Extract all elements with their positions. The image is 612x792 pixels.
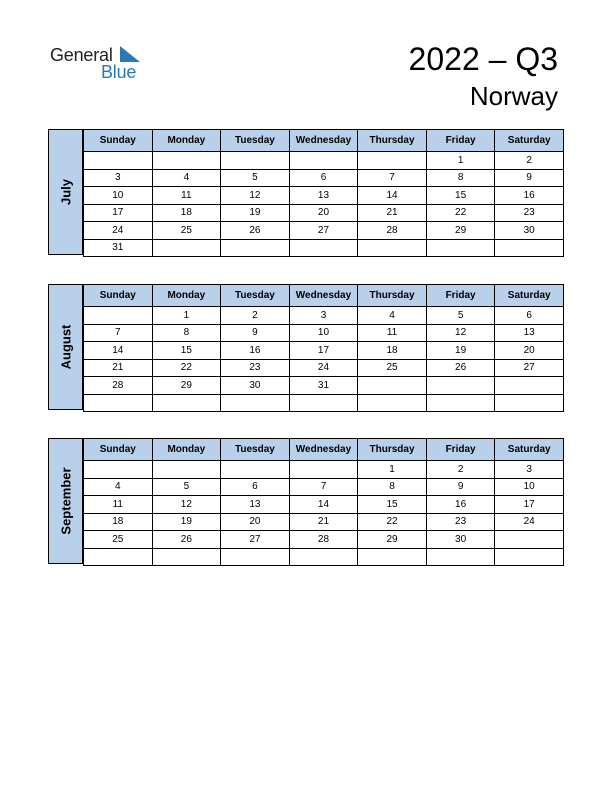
- weekday-header: Tuesday: [221, 285, 290, 307]
- day-cell: 1: [152, 307, 221, 325]
- weekday-header: Wednesday: [289, 439, 358, 461]
- day-cell: 2: [495, 152, 564, 170]
- day-cell: 9: [426, 478, 495, 496]
- day-cell: 6: [221, 478, 290, 496]
- month-label: July: [58, 178, 73, 206]
- weekday-header: Tuesday: [221, 439, 290, 461]
- day-cell: [84, 461, 153, 479]
- day-cell: 24: [289, 359, 358, 377]
- day-cell: 21: [289, 513, 358, 531]
- day-cell: 12: [152, 496, 221, 514]
- weekday-header: Sunday: [84, 130, 153, 152]
- day-cell: [495, 394, 564, 412]
- day-cell: [221, 548, 290, 566]
- day-cell: 18: [358, 342, 427, 360]
- day-cell: [426, 548, 495, 566]
- week-row: [84, 548, 564, 566]
- month-label: September: [58, 467, 73, 535]
- day-cell: 28: [84, 377, 153, 395]
- week-row: [84, 307, 564, 325]
- day-cell: [289, 548, 358, 566]
- day-cell: 28: [358, 222, 427, 240]
- day-cell: 15: [426, 187, 495, 205]
- day-cell: 15: [358, 496, 427, 514]
- day-cell: 7: [289, 478, 358, 496]
- day-cell: 5: [426, 307, 495, 325]
- day-cell: 8: [152, 324, 221, 342]
- day-cell: 30: [426, 531, 495, 549]
- day-cell: [152, 152, 221, 170]
- weekday-header: Thursday: [358, 130, 427, 152]
- day-cell: 14: [84, 342, 153, 360]
- logo-blue-text: Blue: [101, 62, 137, 82]
- week-row: [84, 359, 564, 377]
- week-row: [84, 377, 564, 395]
- day-cell: 3: [495, 461, 564, 479]
- weekday-header: Saturday: [495, 130, 564, 152]
- weekday-header: Tuesday: [221, 130, 290, 152]
- day-cell: 25: [84, 531, 153, 549]
- weekday-header: Monday: [152, 439, 221, 461]
- day-cell: 13: [221, 496, 290, 514]
- weekday-header: Monday: [152, 285, 221, 307]
- day-cell: 12: [426, 324, 495, 342]
- week-row: [84, 324, 564, 342]
- page-title: 2022 – Q3: [408, 41, 558, 77]
- day-cell: 16: [221, 342, 290, 360]
- day-cell: 9: [221, 324, 290, 342]
- day-cell: [221, 152, 290, 170]
- month-label: August: [58, 324, 73, 370]
- day-cell: 9: [495, 169, 564, 187]
- day-cell: 12: [221, 187, 290, 205]
- weekday-header: Thursday: [358, 285, 427, 307]
- weekday-header-row: [84, 439, 564, 461]
- day-cell: 16: [495, 187, 564, 205]
- day-cell: [152, 461, 221, 479]
- day-cell: [358, 548, 427, 566]
- day-cell: 6: [495, 307, 564, 325]
- day-cell: [358, 152, 427, 170]
- day-cell: 10: [289, 324, 358, 342]
- day-cell: 11: [358, 324, 427, 342]
- day-cell: [152, 394, 221, 412]
- calendar-table: [83, 129, 564, 257]
- week-row: [84, 204, 564, 222]
- weekday-header: Friday: [426, 285, 495, 307]
- day-cell: 7: [358, 169, 427, 187]
- day-cell: 13: [495, 324, 564, 342]
- day-cell: 1: [426, 152, 495, 170]
- page-subtitle: Norway: [469, 81, 558, 111]
- day-cell: 26: [426, 359, 495, 377]
- day-cell: 20: [221, 513, 290, 531]
- day-cell: [358, 394, 427, 412]
- weekday-header: Saturday: [495, 285, 564, 307]
- day-cell: 1: [358, 461, 427, 479]
- day-cell: 14: [358, 187, 427, 205]
- day-cell: [221, 239, 290, 257]
- day-cell: 27: [289, 222, 358, 240]
- day-cell: 17: [289, 342, 358, 360]
- day-cell: [358, 239, 427, 257]
- day-cell: 20: [495, 342, 564, 360]
- day-cell: [426, 239, 495, 257]
- day-cell: 6: [289, 169, 358, 187]
- day-cell: [289, 152, 358, 170]
- day-cell: [495, 239, 564, 257]
- day-cell: 19: [152, 513, 221, 531]
- day-cell: [221, 461, 290, 479]
- day-cell: 26: [221, 222, 290, 240]
- weekday-header: Friday: [426, 439, 495, 461]
- weekday-header: Monday: [152, 130, 221, 152]
- day-cell: 16: [426, 496, 495, 514]
- day-cell: [289, 239, 358, 257]
- week-row: [84, 152, 564, 170]
- week-row: [84, 513, 564, 531]
- day-cell: 5: [221, 169, 290, 187]
- day-cell: 2: [426, 461, 495, 479]
- weekday-header-row: [84, 130, 564, 152]
- weekday-header: Friday: [426, 130, 495, 152]
- day-cell: [426, 377, 495, 395]
- day-cell: 10: [84, 187, 153, 205]
- day-cell: 31: [289, 377, 358, 395]
- day-cell: 4: [358, 307, 427, 325]
- day-cell: [84, 152, 153, 170]
- day-cell: [495, 531, 564, 549]
- logo-general-text: General: [50, 45, 113, 65]
- day-cell: 7: [84, 324, 153, 342]
- day-cell: 14: [289, 496, 358, 514]
- day-cell: 8: [426, 169, 495, 187]
- day-cell: 24: [84, 222, 153, 240]
- day-cell: 3: [84, 169, 153, 187]
- month-label-box: [48, 284, 83, 410]
- day-cell: 23: [495, 204, 564, 222]
- week-row: [84, 222, 564, 240]
- month-block-september: [48, 438, 564, 564]
- calendar-table: [83, 284, 564, 412]
- day-cell: 24: [495, 513, 564, 531]
- day-cell: 22: [152, 359, 221, 377]
- week-row: [84, 478, 564, 496]
- day-cell: 25: [358, 359, 427, 377]
- weekday-header: Sunday: [84, 285, 153, 307]
- day-cell: 27: [221, 531, 290, 549]
- day-cell: [84, 548, 153, 566]
- month-block-july: [48, 129, 564, 255]
- month-label-box: [48, 129, 83, 255]
- week-row: [84, 169, 564, 187]
- week-row: [84, 496, 564, 514]
- day-cell: 5: [152, 478, 221, 496]
- day-cell: 3: [289, 307, 358, 325]
- day-cell: [221, 394, 290, 412]
- day-cell: 20: [289, 204, 358, 222]
- logo: [50, 44, 150, 84]
- weekday-header: Sunday: [84, 439, 153, 461]
- day-cell: 15: [152, 342, 221, 360]
- day-cell: 30: [495, 222, 564, 240]
- day-cell: 30: [221, 377, 290, 395]
- day-cell: 22: [358, 513, 427, 531]
- calendar-table: [83, 438, 564, 566]
- day-cell: 17: [84, 204, 153, 222]
- day-cell: 17: [495, 496, 564, 514]
- day-cell: [152, 239, 221, 257]
- week-row: [84, 187, 564, 205]
- day-cell: 31: [84, 239, 153, 257]
- day-cell: [495, 377, 564, 395]
- week-row: [84, 239, 564, 257]
- weekday-header-row: [84, 285, 564, 307]
- day-cell: 27: [495, 359, 564, 377]
- logo-flag-icon: [120, 46, 140, 62]
- day-cell: [289, 461, 358, 479]
- week-row: [84, 531, 564, 549]
- day-cell: [495, 548, 564, 566]
- week-row: [84, 342, 564, 360]
- day-cell: [426, 394, 495, 412]
- day-cell: 25: [152, 222, 221, 240]
- day-cell: 4: [84, 478, 153, 496]
- week-row: [84, 461, 564, 479]
- weekday-header: Wednesday: [289, 130, 358, 152]
- day-cell: 22: [426, 204, 495, 222]
- day-cell: 23: [426, 513, 495, 531]
- day-cell: 11: [152, 187, 221, 205]
- day-cell: 18: [152, 204, 221, 222]
- day-cell: [289, 394, 358, 412]
- day-cell: 10: [495, 478, 564, 496]
- day-cell: 29: [358, 531, 427, 549]
- day-cell: [84, 307, 153, 325]
- weekday-header: Saturday: [495, 439, 564, 461]
- weekday-header: Thursday: [358, 439, 427, 461]
- day-cell: 28: [289, 531, 358, 549]
- day-cell: 19: [221, 204, 290, 222]
- day-cell: 4: [152, 169, 221, 187]
- day-cell: 29: [426, 222, 495, 240]
- week-row: [84, 394, 564, 412]
- weekday-header: Wednesday: [289, 285, 358, 307]
- day-cell: 21: [84, 359, 153, 377]
- day-cell: 21: [358, 204, 427, 222]
- day-cell: [358, 377, 427, 395]
- day-cell: 23: [221, 359, 290, 377]
- day-cell: 19: [426, 342, 495, 360]
- day-cell: 2: [221, 307, 290, 325]
- day-cell: 26: [152, 531, 221, 549]
- month-block-august: [48, 284, 564, 410]
- day-cell: 18: [84, 513, 153, 531]
- day-cell: 13: [289, 187, 358, 205]
- day-cell: 11: [84, 496, 153, 514]
- day-cell: [84, 394, 153, 412]
- day-cell: [152, 548, 221, 566]
- month-label-box: [48, 438, 83, 564]
- day-cell: 8: [358, 478, 427, 496]
- day-cell: 29: [152, 377, 221, 395]
